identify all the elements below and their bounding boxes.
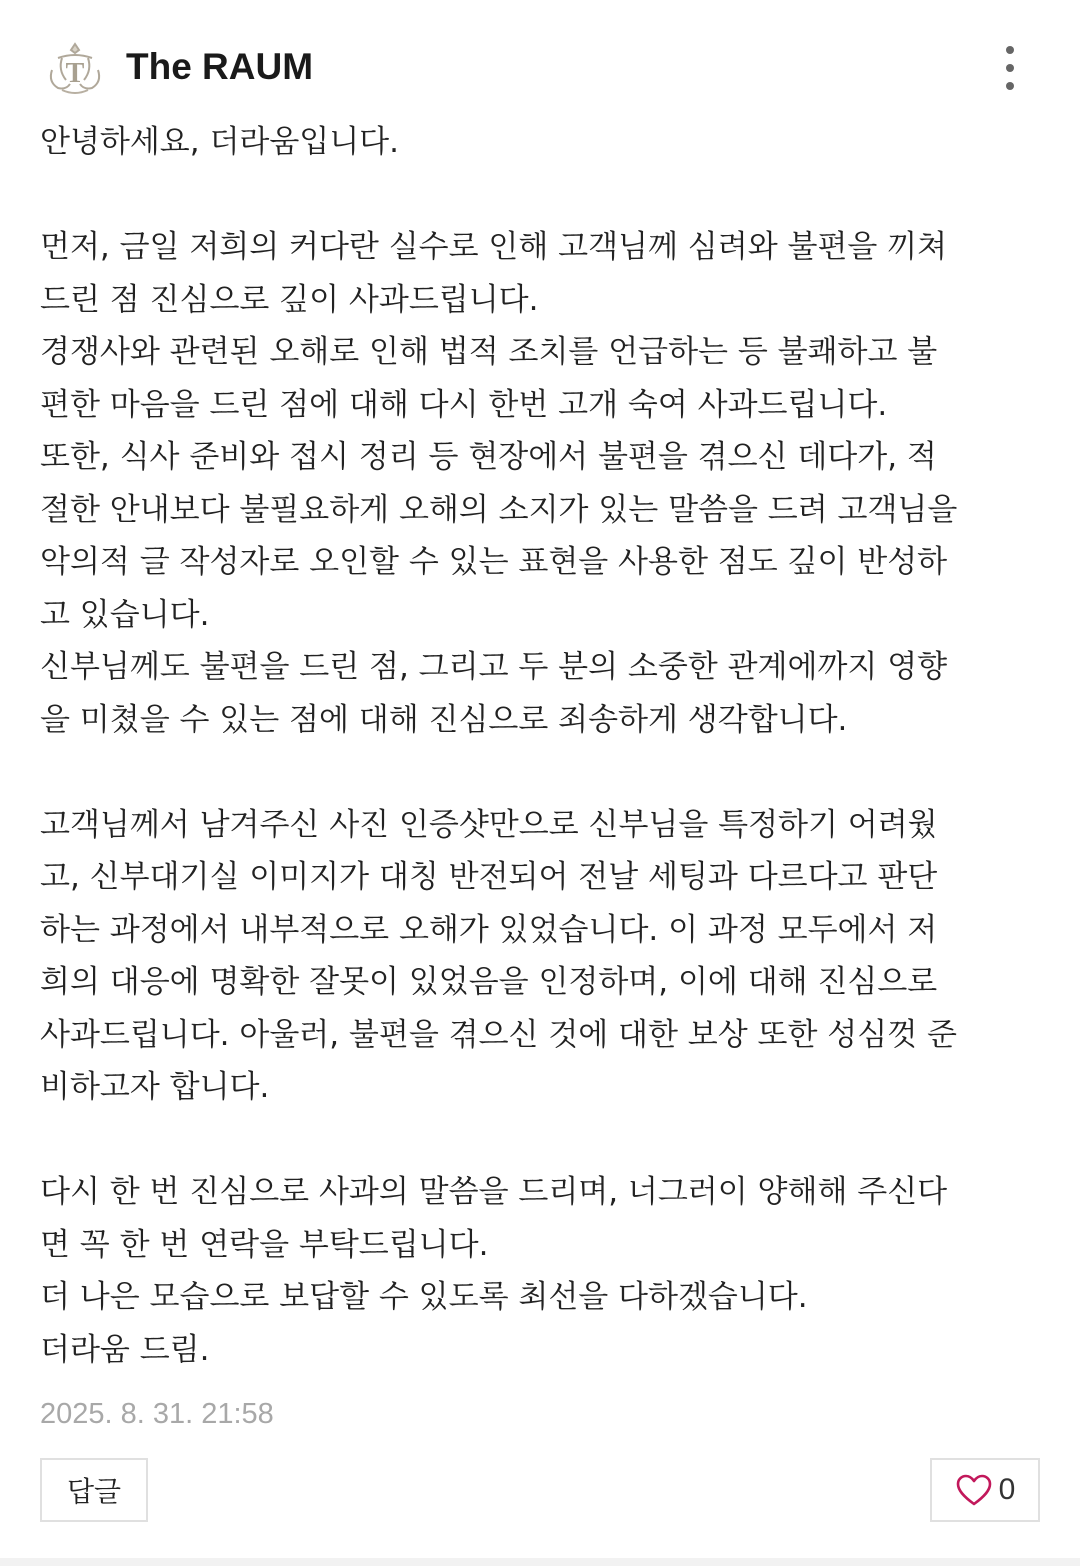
comment-line: 악의적 글 작성자로 오인할 수 있는 표현을 사용한 점도 깊이 반성하 [40, 544, 948, 580]
comment-line: 사과드립니다. 아울러, 불편을 겪으신 것에 대한 보상 또한 성심껏 준 [40, 1016, 957, 1053]
comment-line: 신부님께도 불편을 드린 점, 그리고 두 분의 소중한 관계에까지 영향 [40, 649, 948, 685]
comment-line: 을 미쳤을 수 있는 점에 대해 진심으로 죄송하게 생각합니다. [40, 701, 848, 738]
comment-body [40, 116, 1040, 1376]
heart-outline-icon [955, 1473, 993, 1507]
comment-line: 안녕하세요, 더라움입니다. [40, 124, 399, 160]
bottom-divider [0, 1558, 1080, 1566]
comment-line: 편한 마음을 드린 점에 대해 다시 한번 고개 숙여 사과드립니다. [40, 386, 888, 423]
more-dot [1006, 82, 1014, 90]
comment-line: 다시 한 번 진심으로 사과의 말씀을 드리며, 너그러이 양해해 주신다 [40, 1174, 948, 1210]
comment-line: 경쟁사와 관련된 오해로 인해 법적 조치를 언급하는 등 불쾌하고 불 [40, 334, 938, 370]
author-name[interactable]: The RAUM [126, 46, 314, 87]
comment-line: 더 나은 모습으로 보답할 수 있도록 최선을 다하겠습니다. [40, 1279, 808, 1315]
paragraph-spacer [40, 169, 1040, 222]
like-button[interactable] [930, 1458, 1040, 1522]
more-dot [1006, 64, 1014, 72]
more-vertical-icon[interactable] [990, 42, 1030, 94]
comment-line: 하는 과정에서 내부적으로 오해가 있었습니다. 이 과정 모두에서 저 [40, 911, 938, 948]
comment-line: 절한 안내보다 불필요하게 오해의 소지가 있는 말씀을 드려 고객님을 [40, 491, 958, 528]
crest-logo-icon[interactable] [44, 40, 106, 96]
comment-timestamp: 2025. 8. 31. 21:58 [40, 1398, 274, 1430]
comment-line: 희의 대응에 명확한 잘못이 있었음을 인정하며, 이에 대해 진심으로 [40, 964, 938, 1000]
paragraph-spacer [40, 1114, 1040, 1167]
comment-line: 고, 신부대기실 이미지가 대칭 반전되어 전날 세팅과 다르다고 판단 [40, 859, 938, 895]
comment-line: 더라움 드림. [40, 1331, 210, 1368]
svg-text:T: T [65, 58, 85, 89]
comment-line: 고 있습니다. [40, 596, 210, 633]
comment-line: 고객님께서 남겨주신 사진 인증샷만으로 신부님을 특정하기 어려웠 [40, 806, 938, 843]
reply-button[interactable]: 답글 [40, 1458, 148, 1522]
comment-line: 드린 점 진심으로 깊이 사과드립니다. [40, 281, 539, 318]
comment-header [0, 0, 1080, 130]
comment-line: 또한, 식사 준비와 접시 정리 등 현장에서 불편을 겪으신 데다가, 적 [40, 439, 937, 475]
comment-line: 비하고자 합니다. [40, 1069, 270, 1105]
comment-line: 먼저, 금일 저희의 커다란 실수로 인해 고객님께 심려와 불편을 끼쳐 [40, 229, 948, 265]
paragraph-spacer [40, 746, 1040, 799]
more-dot [1006, 46, 1014, 54]
like-count: 0 [998, 1473, 1016, 1506]
comment-line: 면 꼭 한 번 연락을 부탁드립니다. [40, 1226, 489, 1263]
